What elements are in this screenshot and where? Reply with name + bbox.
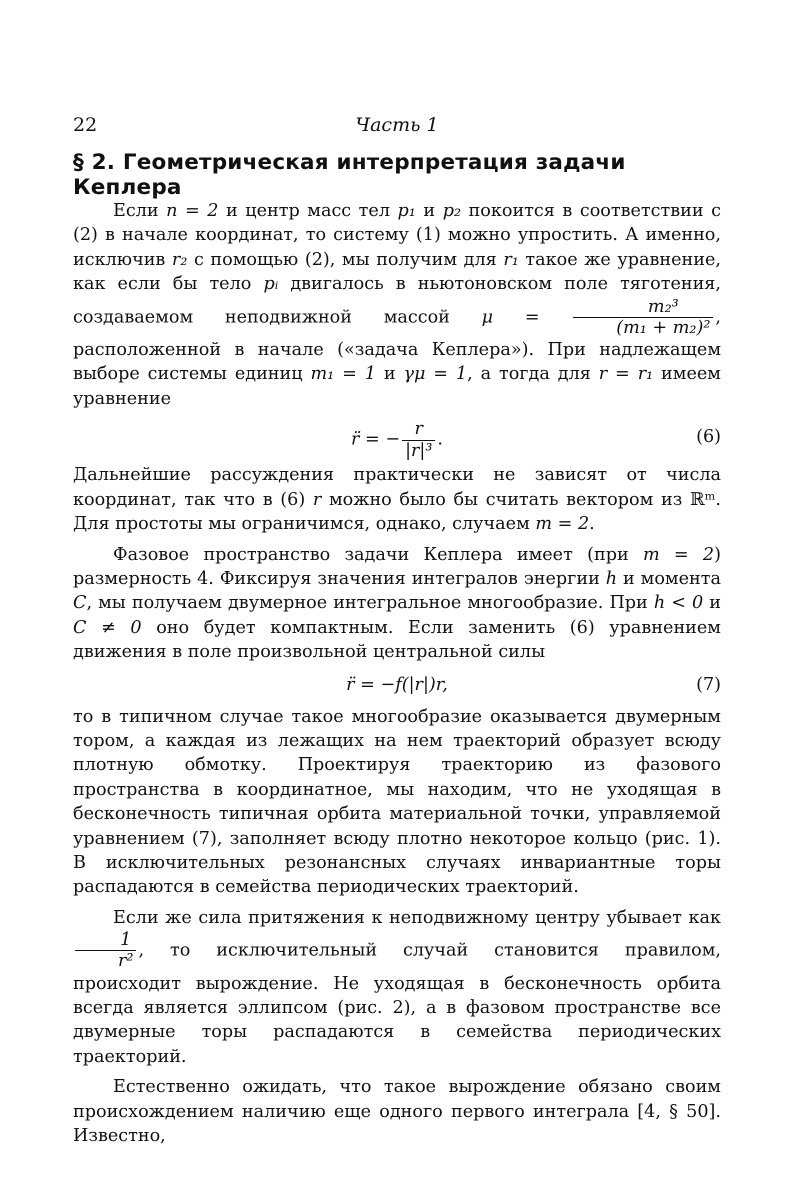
math-inline: C (73, 593, 87, 614)
text-run: ) размерность 4. Фиксируя значения интегралов энергии (73, 544, 721, 589)
inverse-square-fraction (75, 930, 136, 971)
math-inline: r (312, 489, 322, 510)
page-number: 22 (73, 114, 98, 136)
math-inline: γμ = 1 (403, 364, 468, 385)
text-run: можно было бы считать вектором из (321, 489, 690, 510)
fraction-numerator: r (402, 419, 435, 440)
math-inline: μ = (481, 307, 540, 328)
text-run: , то исключительный случай становится правилом, происходит вырождение. Не уходящая в бесконечность орбита всегда является эллипсом (рис. 2), а в фазовом пространстве все двумерные торы распадаются в семейства периодических траекторий. (73, 940, 721, 1067)
paragraph-6: Естественно ожидать, что такое вырождение обязано своим происхождением наличию еще одного первого интеграла [4, § 50]. Известно, (73, 1077, 721, 1147)
equation-body: r̈ = −f(|r|)r, (346, 674, 448, 695)
running-head (73, 114, 721, 138)
equation-lhs: r̈ = − (350, 430, 401, 450)
math-inline: p₂ (442, 201, 462, 221)
section-title: § 2. Геометрическая интерпретация задачи Кеплера (73, 150, 626, 200)
text-run: и (375, 364, 404, 385)
fraction-numerator: 1 (75, 930, 136, 951)
equation-fraction (402, 419, 435, 460)
text-run: . (589, 514, 595, 535)
text-run: Фазовое пространство задачи Кеплера имеет (при (113, 544, 643, 565)
fraction-denominator: (m₁ + m₂)² (616, 317, 711, 338)
math-inline: h (605, 568, 618, 589)
math-inline: m = 2 (642, 544, 715, 565)
math-inline: r₁ (503, 249, 519, 270)
text-run: и центр масс тел (218, 201, 398, 221)
paragraph-4: то в типичном случае такое многообразие оказывается двумерным тором, а каждая из лежащих на нем траекторий образует всюду плотную обмотку. Проектируя траекторию из фазового пространства в координатное, мы находим, что не уходящая в бесконечность типичная орбита материальной точки, управляемой уравнением (7), заполняет всюду плотно некоторое кольцо (рис. 1). В исключительных резонансных случаях инвариантные торы распадаются в семейства периодических траекторий. (73, 706, 721, 898)
fraction-numerator: m₂³ (573, 297, 713, 318)
text-run: и (703, 593, 721, 614)
math-inline: C ≠ 0 (73, 617, 142, 638)
text-run: покоится в соответствии с (2) в начале координат, то систему (1) можно упростить. А именно, исключив (73, 201, 722, 270)
text-run: , мы получаем двумерное интегральное многообразие. При (86, 593, 654, 614)
text-run: имеем уравнение (73, 364, 721, 409)
text-run: , расположенной в начале («задача Кеплера»). При надлежащем выборе системы единиц (73, 307, 721, 385)
math-inline: n = 2 (166, 201, 219, 221)
body-text (73, 199, 721, 1148)
math-inline: m = 2 (535, 514, 590, 535)
text-run: оно будет компактным. Если заменить (6) уравнением движения в поле произвольной центральной силы (73, 617, 721, 663)
equation-tail: . (437, 430, 443, 450)
math-inline: pᵢ (263, 274, 279, 295)
equation-number: (7) (696, 674, 721, 695)
text-run: и момента (617, 568, 721, 589)
equation-6 (73, 411, 721, 463)
text-run: Если (113, 201, 167, 221)
paragraph-3 (73, 543, 721, 665)
text-run: Дальнейшие рассуждения практически не зависят от числа координат, так что в (6) (73, 465, 721, 510)
text-run: такое же уравнение, как если бы тело (73, 249, 721, 295)
math-inline: h < 0 (653, 593, 704, 614)
text-run: с помощью (2), мы получим для (187, 249, 504, 270)
math-inline: p₁ (397, 201, 416, 221)
equation-body (73, 419, 721, 460)
math-inline: m₁ = 1 (310, 364, 376, 385)
math-inline: r₂ (171, 249, 188, 270)
equation-number: (6) (696, 427, 721, 448)
fraction-denominator: r² (118, 951, 134, 972)
math-inline: ℝᵐ (689, 489, 716, 510)
text-run: Если же сила притяжения к неподвижному центру убывает как (113, 907, 721, 928)
text-run: и (415, 201, 443, 221)
text-run: , а тогда для (467, 364, 599, 385)
equation-7 (73, 665, 721, 705)
paragraph-1 (73, 199, 721, 411)
math-inline: r = r₁ (598, 364, 654, 385)
part-label: Часть 1 (355, 114, 439, 136)
paragraph-2 (73, 463, 721, 536)
mass-fraction (573, 297, 713, 338)
text-run: . Для простоты мы ограничимся, однако, случаем (73, 489, 721, 535)
text-run: двигалось в ньютоновском поле тяготения, создаваемом неподвижной массой (73, 274, 721, 328)
fraction-denominator: |r|³ (405, 440, 433, 461)
paragraph-5 (73, 906, 721, 1069)
